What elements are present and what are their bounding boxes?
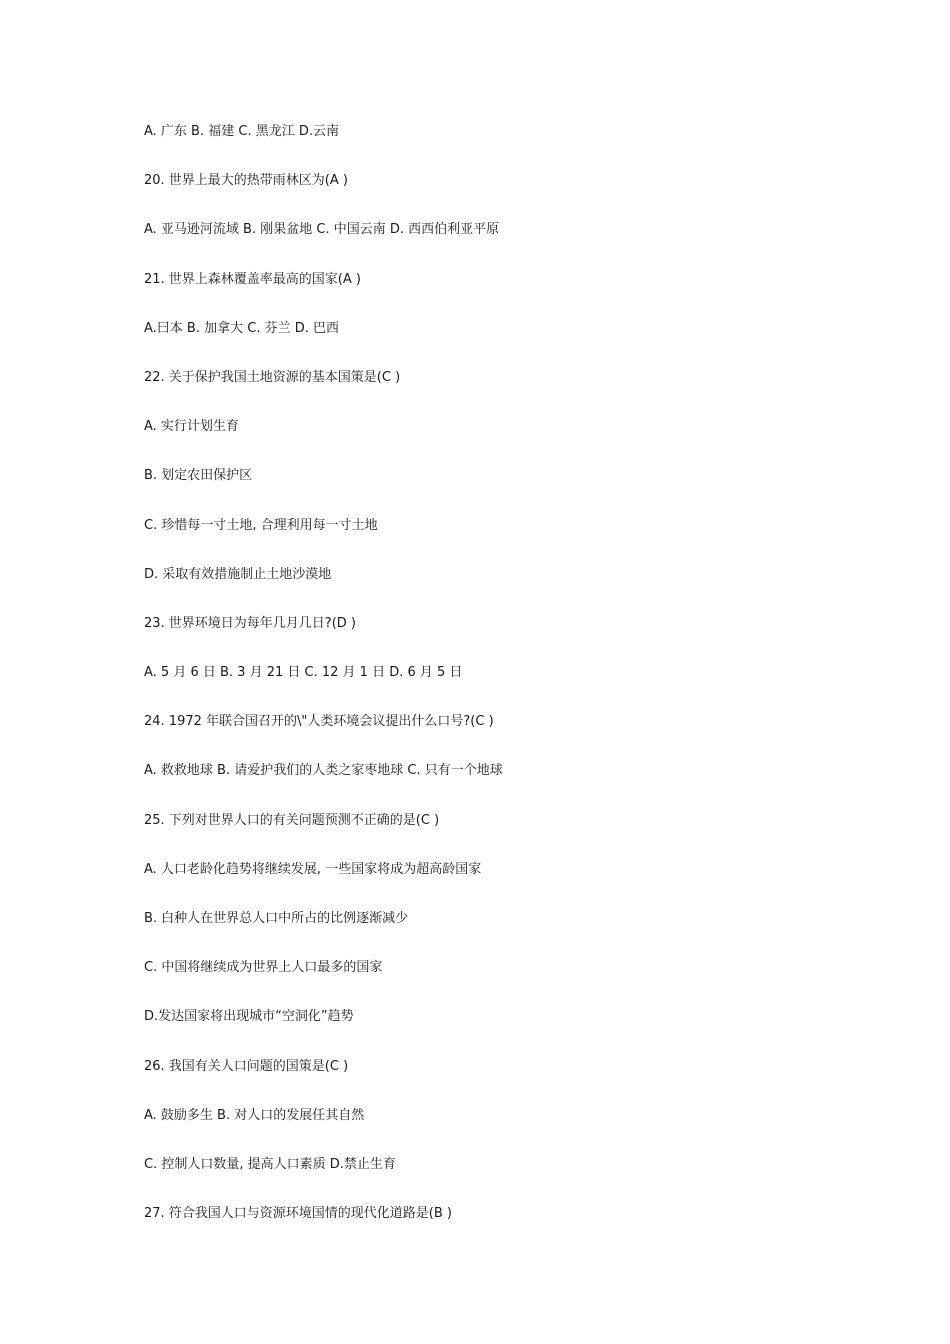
options-21: A.曰本 B. 加拿大 C. 芬兰 D. 巴西 (144, 320, 339, 336)
option-25-b: B. 白种人在世界总人口中所占的比例逐渐减少 (144, 911, 409, 926)
question-27: 27. 符合我国人口与资源环境国情的现代化道路是(B ) (144, 1206, 453, 1222)
question-20: 20. 世界上最大的热带雨林区为(A ) (144, 173, 348, 189)
option-22-a: A. 实行计划生育 (144, 419, 239, 435)
option-22-d: D. 采取有效措施制止土地沙漠地 (144, 566, 332, 582)
question-21: 21. 世界上森林覆盖率最高的国家(A ) (144, 271, 361, 287)
option-25-a: A. 人口老龄化趋势将继续发展, 一些国家将成为超高龄国家 (144, 861, 482, 877)
question-23: 23. 世界环境日为每年几月几日?(D ) (144, 615, 356, 631)
options-19: A. 广东 B. 福建 C. 黑龙江 D.云南 (144, 124, 339, 139)
options-20: A. 亚马逊河流域 B. 刚果盆地 C. 中国云南 D. 西西伯利亚平原 (144, 222, 500, 238)
options-26-ab: A. 鼓励多生 B. 对人口的发展任其自然 (144, 1107, 365, 1123)
option-22-c: C. 珍惜每一寸土地, 合理利用每一寸土地 (144, 517, 378, 533)
options-23: A. 5 月 6 日 B. 3 月 21 日 C. 12 月 1 日 D. 6 月 5 日 (144, 665, 463, 681)
options-26-cd: C. 控制人口数量, 提高人口素质 D.禁止生育 (144, 1156, 396, 1172)
question-26: 26. 我国有关人口问题的国策是(C ) (144, 1058, 349, 1074)
option-25-d: D.发达国家将出现城市“空洞化”趋势 (144, 1009, 354, 1025)
options-24: A. 救救地球 B. 请爱护我们的人类之家枣地球 C. 只有一个地球 (144, 763, 503, 779)
question-22: 22. 关于保护我国土地资源的基本国策是(C ) (144, 369, 401, 385)
option-25-c: C. 中国将继续成为世界上人口最多的国家 (144, 960, 383, 976)
question-list (144, 120, 844, 1251)
question-24: 24. 1972 年联合国召开的\"人类环境会议提出什么口号?(C ) (144, 714, 494, 730)
option-22-b: B. 划定农田保护区 (144, 468, 253, 484)
question-25: 25. 下列对世界人口的有关问题预测不正确的是(C ) (144, 812, 440, 828)
